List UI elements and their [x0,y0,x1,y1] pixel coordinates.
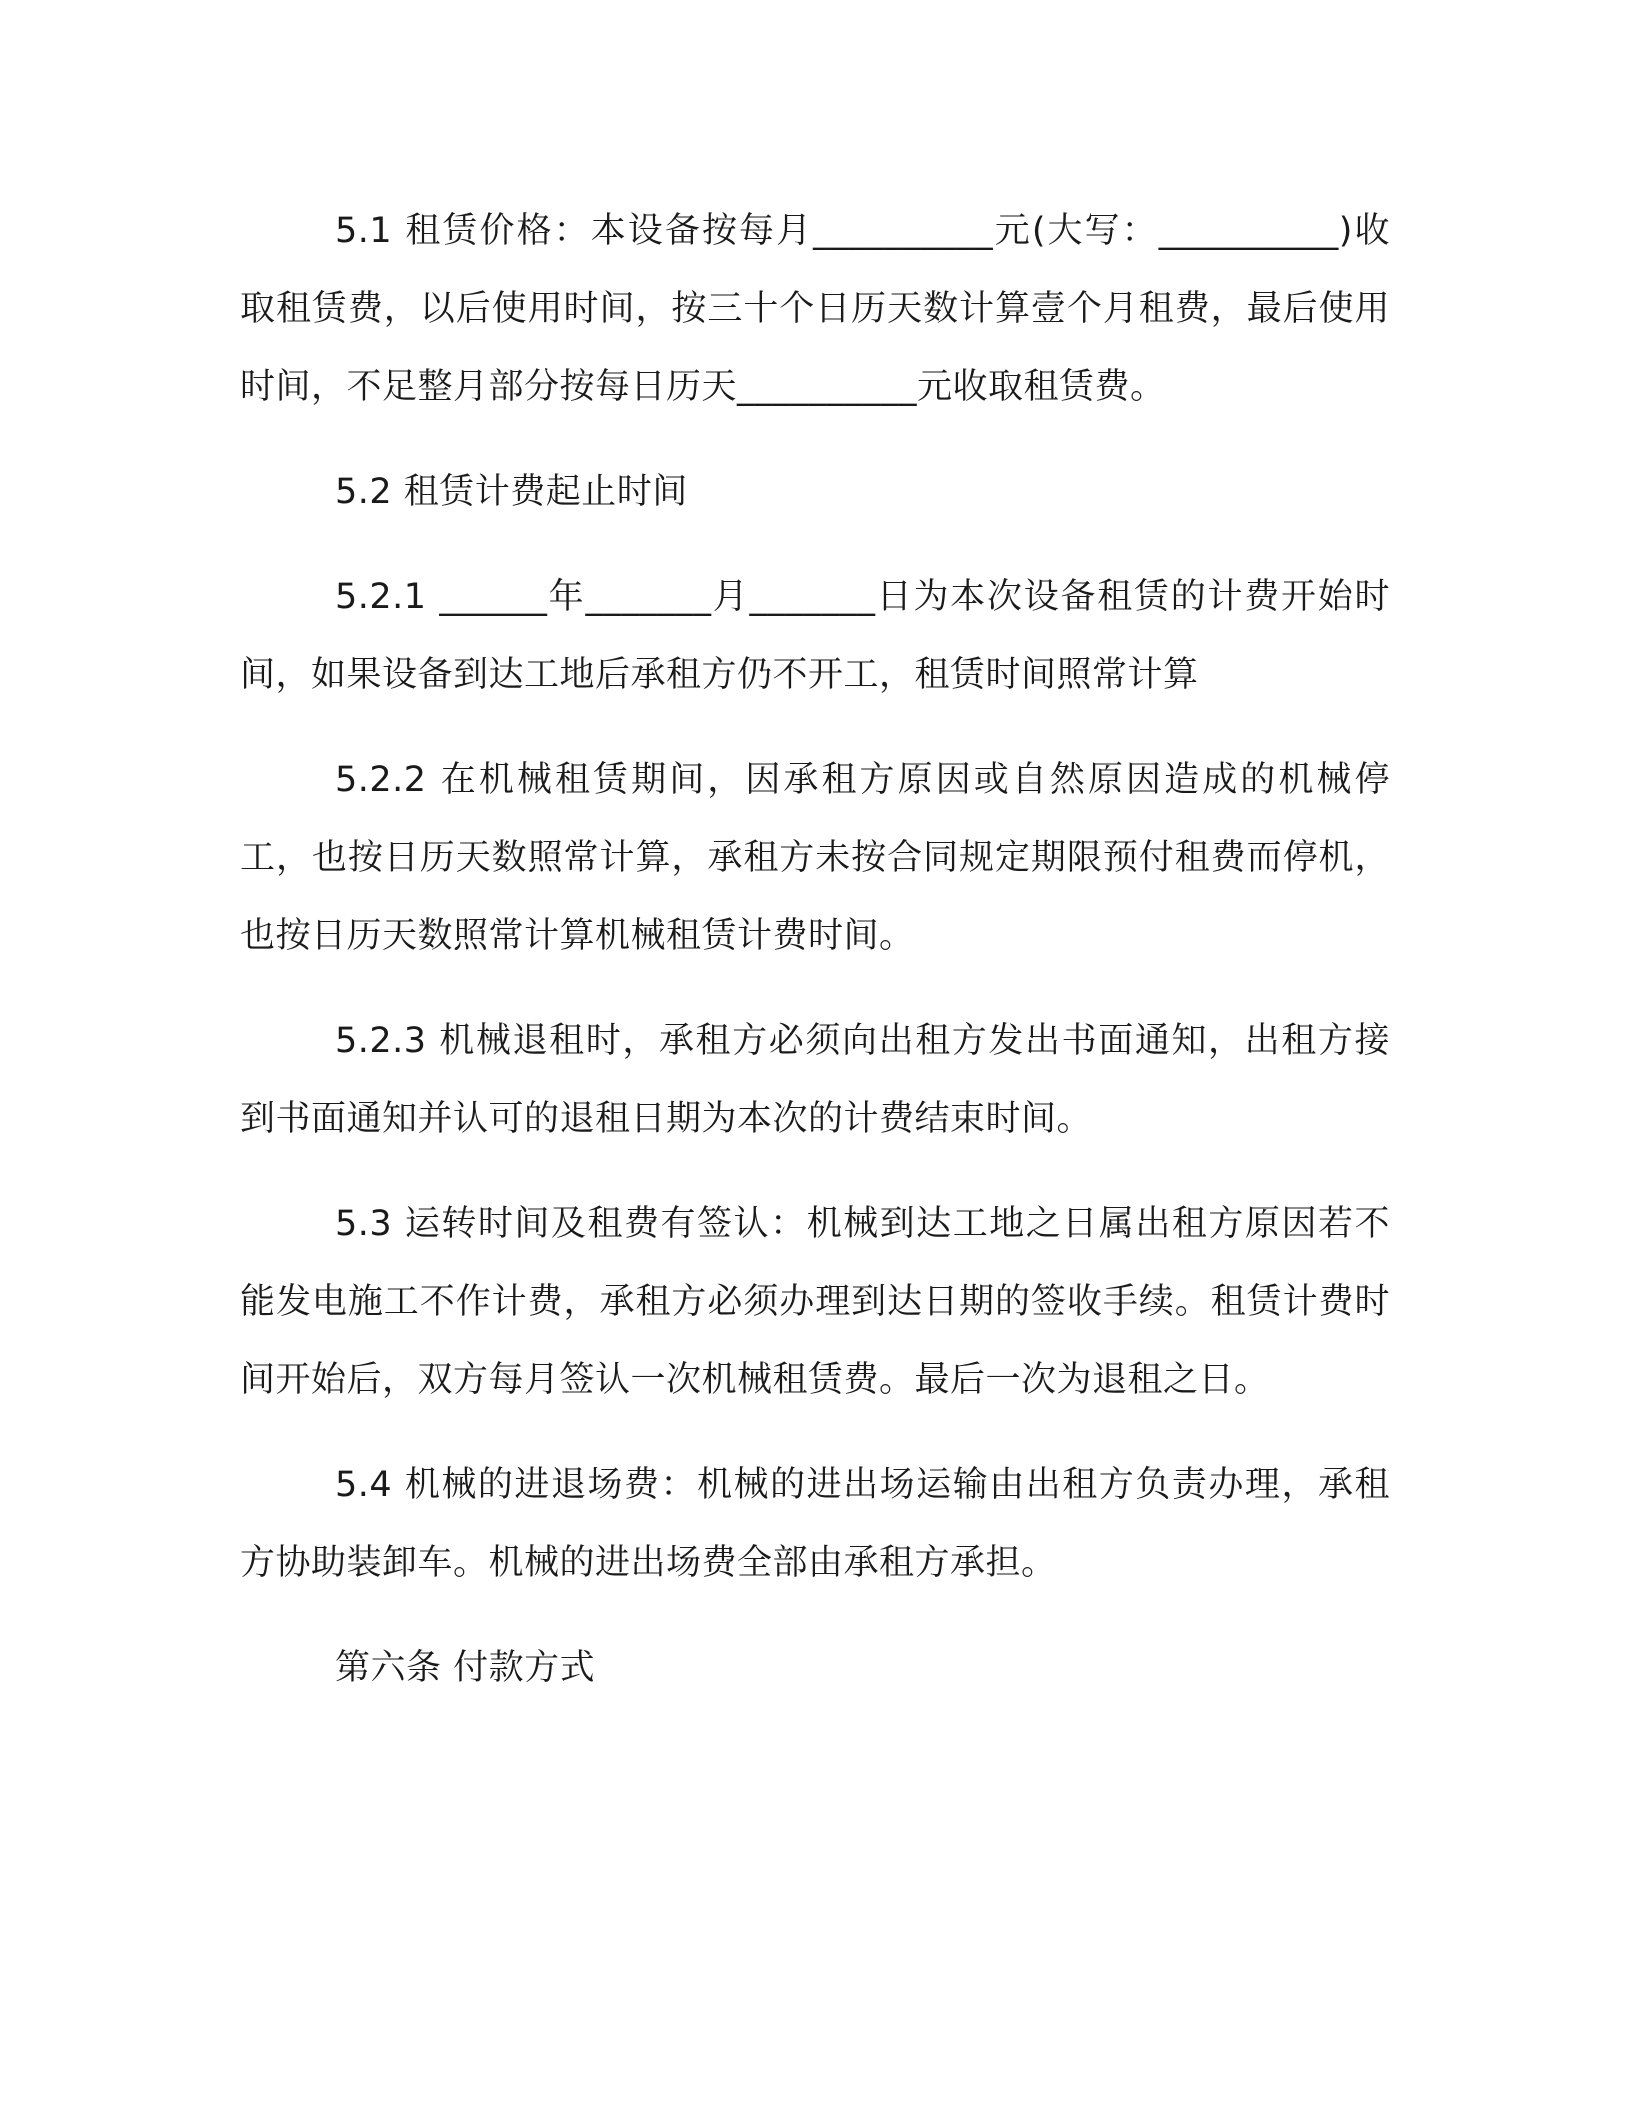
clause-5-2-1-start-time: 5.2.1 ______年_______月_______日为本次设备租赁的计费开始时间，如果设备到达工地后承租方仍不开工，租赁时间照常计算 [240,577,1390,695]
clause-5-1-rental-price: 5.1 租赁价格：本设备按每月__________元(大写：__________)收取租赁费，以后使用时间，按三十个日历天数计算壹个月租费，最后使用时间，不足整月部分按每日历天__________元收取租赁费。 [240,211,1390,407]
clause-5-2-2-downtime: 5.2.2 在机械租赁期间，因承租方原因或自然原因造成的机械停工，也按日历天数照常计算，承租方未按合同规定期限预付租费而停机，也按日历天数照常计算机械租赁计费时间。 [240,760,1390,956]
clause-5-2-3-end-time: 5.2.3 机械退租时，承租方必须向出租方发出书面通知，出租方接到书面通知并认可的退租日期为本次的计费结束时间。 [240,1021,1390,1139]
clause-5-3-confirmation: 5.3 运转时间及租费有签认：机械到达工地之日属出租方原因若不能发电施工不作计费，承租方必须办理到达日期的签收手续。租赁计费时间开始后，双方每月签认一次机械租赁费。最后一次为退租之日。 [240,1204,1390,1400]
document-body [240,192,1390,1734]
clause-5-4-transport-fee: 5.4 机械的进退场费：机械的进出场运输由出租方负责办理，承租方协助装卸车。机械的进出场费全部由承租方承担。 [240,1465,1390,1583]
clause-5-2-heading: 5.2 租赁计费起止时间 [335,472,688,512]
article-6-heading: 第六条 付款方式 [335,1648,596,1688]
